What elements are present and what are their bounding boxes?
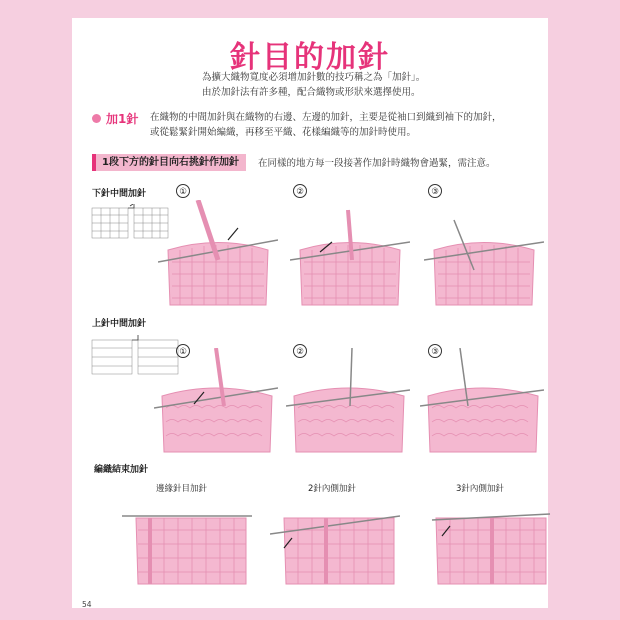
section-heading <box>92 110 138 127</box>
illustration-knit-increase-step1 <box>158 200 278 310</box>
step-number: ② <box>293 344 307 358</box>
section-label: 加1針 <box>106 112 139 126</box>
illustration-three-inside-increase <box>422 498 552 588</box>
step-number: ③ <box>428 184 442 198</box>
subsection-title-bar: 1段下方的針目向右挑針作加針 <box>92 154 246 171</box>
illustration-purl-increase-step3 <box>420 348 544 458</box>
step-number: ② <box>293 184 307 198</box>
caption-edge-increase: 邊緣針目加針 <box>156 484 208 494</box>
illustration-knit-increase-step2 <box>290 200 410 310</box>
illustration-knit-increase-step3 <box>424 200 544 310</box>
row-label-purl-increase: 上針中間加針 <box>92 319 147 329</box>
book-page <box>72 18 548 608</box>
page-number: 54 <box>82 600 92 609</box>
section-desc-line: 或從鬆緊針開始編織，再移至平織、花樣編織等的加針時使用。 <box>150 127 417 138</box>
illustration-purl-increase-step2 <box>286 348 410 458</box>
step-number: ① <box>176 344 190 358</box>
row-label-knit-increase: 下針中間加針 <box>92 189 147 199</box>
caption-two-inside: 2針內側加針 <box>308 484 356 494</box>
subsection-note: 在同樣的地方每一段接著作加針時織物會過緊，需注意。 <box>258 158 496 169</box>
illustration-two-inside-increase <box>270 498 400 588</box>
illustration-edge-increase <box>122 498 252 588</box>
step-number: ③ <box>428 344 442 358</box>
intro-line: 由於加針法有許多種，配合織物或形狀來選擇使用。 <box>202 87 421 98</box>
section-desc-line: 在織物的中間加針與在織物的右邊、左邊的加針，主要是從袖口到織到袖下的加針， <box>150 112 502 123</box>
page-title: 針目的加針 <box>230 40 390 75</box>
illustration-purl-increase-step1 <box>154 348 278 458</box>
caption-three-inside: 3針內側加針 <box>456 484 504 494</box>
row-label-end-increase: 編織結束加針 <box>94 465 149 475</box>
section-description <box>150 110 540 140</box>
bullet-dot-icon <box>92 114 101 123</box>
step-number: ① <box>176 184 190 198</box>
intro-text <box>202 70 425 100</box>
intro-line: 為擴大織物寬度必須增加針數的技巧稱之為「加針」。 <box>202 72 426 83</box>
